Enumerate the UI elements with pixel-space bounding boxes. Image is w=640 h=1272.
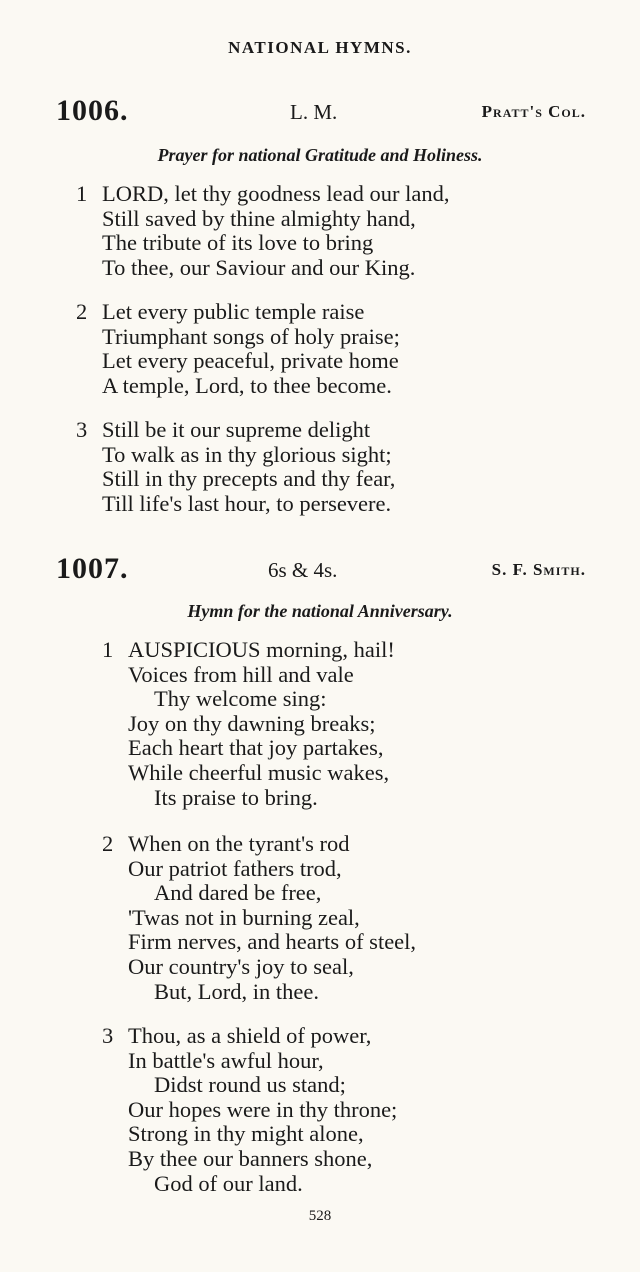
hymn-tune: S. F. Smith. [491,560,586,579]
hymn-1007-header [56,552,586,586]
hymn-1007-stanza-3 [102,1024,397,1196]
hymn-1006-stanza-3 [76,418,395,516]
hymn-tune: Pratt's Col. [481,102,586,121]
verse-line: Joy on thy dawning breaks; [128,710,376,736]
hymn-number: 1006. [56,94,129,127]
verse-line: Still saved by thine almighty hand, [102,205,416,231]
hymn-1007-stanza-2 [102,832,416,1004]
verse-line: Let every peaceful, private home [102,348,399,374]
verse-line: To walk as in thy glorious sight; [102,441,392,467]
verse-line: Let every public temple raise [102,299,365,324]
verse-line: When on the tyrant's rod [128,831,350,856]
verse-line: God of our land. [154,1170,303,1196]
hymn-1006-stanza-1 [76,182,449,280]
verse-line: 'Twas not in burning zeal, [128,904,360,930]
hymn-1006-stanza-2 [76,300,400,398]
verse-line: In battle's awful hour, [128,1047,324,1073]
verse-line: Didst round us stand; [154,1072,346,1098]
verse-line: Firm nerves, and hearts of steel, [128,929,417,955]
verse-line: Thy welcome sing: [154,686,327,712]
verse-line: To thee, our Saviour and our King. [102,254,416,280]
verse-line: Each heart that joy partakes, [128,735,384,761]
hymn-1006-title: Prayer for national Gratitude and Holiness. [157,145,483,165]
hymn-1007-stanza-1 [102,638,395,810]
verse-line: Our hopes were in thy throne; [128,1096,398,1122]
hymn-meter: 6s & 4s. [268,558,338,582]
verse-line: While cheerful music wakes, [128,759,390,785]
verse-line: By thee our banners shone, [128,1145,373,1171]
verse-line: LORD, let thy goodness lead our land, [102,181,450,206]
verse-line: Till life's last hour, to persevere. [102,490,392,516]
stanza-number: 2 [76,299,88,324]
verse-line: Triumphant songs of holy praise; [102,323,400,349]
verse-line: Our country's joy to seal, [128,953,354,979]
hymn-1006-header [56,94,586,128]
verse-line: Our patriot fathers trod, [128,855,342,881]
stanza-number: 3 [102,1023,114,1048]
stanza-number: 2 [102,831,114,856]
verse-line: Its praise to bring. [154,784,318,810]
verse-line: AUSPICIOUS morning, hail! [128,637,395,662]
hymn-meter: L. M. [290,100,338,124]
running-head: NATIONAL HYMNS. [228,38,412,57]
verse-line: And dared be free, [154,880,322,906]
stanza-number: 1 [102,637,114,662]
verse-line: A temple, Lord, to thee become. [102,372,392,398]
verse-line: Still be it our supreme delight [102,417,371,442]
verse-line: Voices from hill and vale [128,661,354,687]
stanza-number: 1 [76,181,88,206]
verse-line: The tribute of its love to bring [102,230,374,256]
verse-line: Thou, as a shield of power, [128,1023,372,1048]
verse-line: But, Lord, in thee. [154,978,319,1004]
verse-line: Strong in thy might alone, [128,1121,364,1147]
page-number: 528 [308,1208,332,1224]
verse-line: Still in thy precepts and thy fear, [102,466,396,492]
stanza-number: 3 [76,417,88,442]
hymn-number: 1007. [56,552,129,585]
hymn-1007-title: Hymn for the national Anniversary. [187,601,453,621]
